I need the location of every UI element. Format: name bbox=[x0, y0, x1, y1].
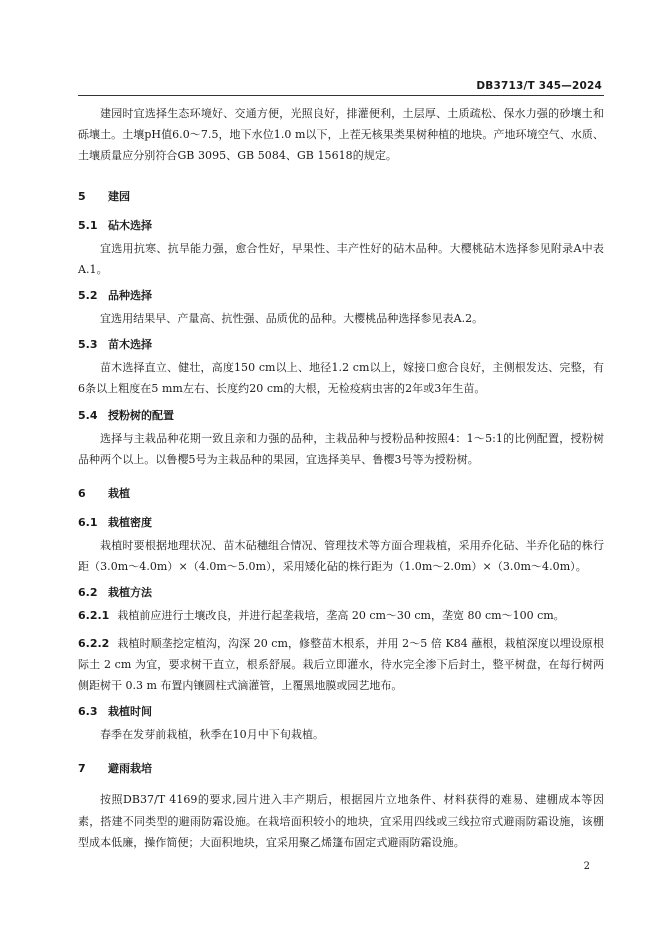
section-number: 6.3 bbox=[78, 705, 98, 719]
section-title: 苗木选择 bbox=[108, 338, 152, 352]
section-6-2-2 bbox=[78, 633, 604, 697]
section-5-4-heading bbox=[78, 407, 604, 423]
section-7-text: 按照DB37/T 4169的要求,园片进入丰产期后，根据园片立地条件、材料获得的难易、建棚成本等因素，搭建不同类型的避雨防霜设施。在栽培面积较小的地块，宜采用四线或三线拉帘式避雨防霜设施，该棚型成本低廉，操作简便；大面积地块，宜采用聚乙烯篷布固定式避雨防霜设施。 bbox=[78, 793, 604, 849]
section-number: 5.2 bbox=[78, 289, 98, 303]
intro-paragraph: 建园时宜选择生态环境好、交通方便，光照良好，排灌便利，土层厚、土质疏松、保水力强的砂壤土和砾壤土。土壤pH值6.0～7.5，地下水位1.0 m以下，上茬无核果类果树种植的地块。产地环境空气、水质、土壤质量应分别符合GB 3095、GB 5084、GB 15618的规定。 bbox=[78, 107, 604, 163]
section-title: 建园 bbox=[108, 189, 130, 203]
clause-text: 栽植时顺垄挖定植沟，沟深 20 cm，修整苗木根系，并用 2～5 倍 K84 蘸根，栽植深度以埋设原根际土 2 cm 为宜，要求树干直立，根系舒展。栽后立即灌水，待水完全渗下后封土，整平树盘，在每行树两侧距树干 0.3 m 布置内镶圆柱式滴灌管，上覆黑地膜或园艺地布。 bbox=[78, 636, 604, 693]
section-5-heading bbox=[78, 188, 604, 204]
section-number: 6.2 bbox=[78, 586, 98, 600]
section-title: 避雨栽培 bbox=[108, 762, 152, 776]
section-6-heading bbox=[78, 485, 604, 501]
section-5-1-text: 宜选用抗寒、抗旱能力强，愈合性好，早果性、丰产性好的砧木品种。大樱桃砧木选择参见附录A中表A.1。 bbox=[78, 241, 604, 276]
section-title: 栽植密度 bbox=[108, 516, 152, 530]
section-number: 5.4 bbox=[78, 408, 98, 422]
section-5-3-heading bbox=[78, 336, 604, 352]
clause-number: 6.2.1 bbox=[78, 609, 110, 623]
page-content bbox=[78, 103, 604, 853]
section-number: 5 bbox=[78, 189, 86, 203]
section-title: 栽植方法 bbox=[108, 586, 152, 600]
section-5-2-text: 宜选用结果早、产量高、抗性强、品质优的品种。大樱桃品种选择参见表A.2。 bbox=[100, 312, 484, 326]
section-5-2-heading bbox=[78, 287, 604, 303]
section-5-3-text: 苗木选择直立、健壮，高度150 cm以上、地径1.2 cm以上，嫁接口愈合良好，主侧根发达、完整，有6条以上粗度在5 mm左右、长度约20 cm的大根，无检疫病虫害的2年或3年生苗。 bbox=[78, 361, 604, 396]
clause-text: 栽植前应进行土壤改良，并进行起垄栽培，垄高 20 cm～30 cm，垄宽 80 cm～100 cm。 bbox=[117, 609, 565, 623]
section-6-2-heading bbox=[78, 584, 604, 600]
section-6-2-1 bbox=[78, 605, 604, 626]
section-5-1-heading bbox=[78, 217, 604, 233]
page-number: 2 bbox=[583, 861, 590, 872]
section-number: 7 bbox=[78, 762, 86, 776]
section-6-3-text: 春季在发芽前栽植，秋季在10月中下旬栽植。 bbox=[100, 728, 325, 742]
section-title: 栽植 bbox=[108, 487, 130, 501]
section-5-4-text: 选择与主栽品种花期一致且亲和力强的品种，主栽品种与授粉品种按照4：1～5:1的比例配置，授粉树品种两个以上。以鲁樱5号为主栽品种的果园，宜选择美早、鲁樱3号等为授粉树。 bbox=[78, 431, 604, 466]
document-code: DB3713/T 345—2024 bbox=[476, 80, 602, 92]
header-rule bbox=[78, 95, 604, 96]
section-6-1-text: 栽植时要根据地理状况、苗木砧穗组合情况、管理技术等方面合理栽植，采用乔化砧、半乔化砧的株行距（3.0m～4.0m）×（4.0m～5.0m），采用矮化砧的株行距为（1.0m～2.0m）×（3.0m～4.0m）。 bbox=[78, 539, 604, 574]
section-7-heading bbox=[78, 760, 604, 776]
section-6-3-heading bbox=[78, 703, 604, 719]
section-title: 品种选择 bbox=[108, 289, 152, 303]
section-6-1-heading bbox=[78, 514, 604, 530]
section-number: 5.1 bbox=[78, 218, 98, 232]
section-title: 栽植时间 bbox=[108, 705, 152, 719]
section-number: 6.1 bbox=[78, 516, 98, 530]
section-title: 砧木选择 bbox=[108, 218, 152, 232]
clause-number: 6.2.2 bbox=[78, 636, 110, 650]
section-title: 授粉树的配置 bbox=[108, 408, 174, 422]
section-number: 6 bbox=[78, 487, 86, 501]
section-number: 5.3 bbox=[78, 338, 98, 352]
